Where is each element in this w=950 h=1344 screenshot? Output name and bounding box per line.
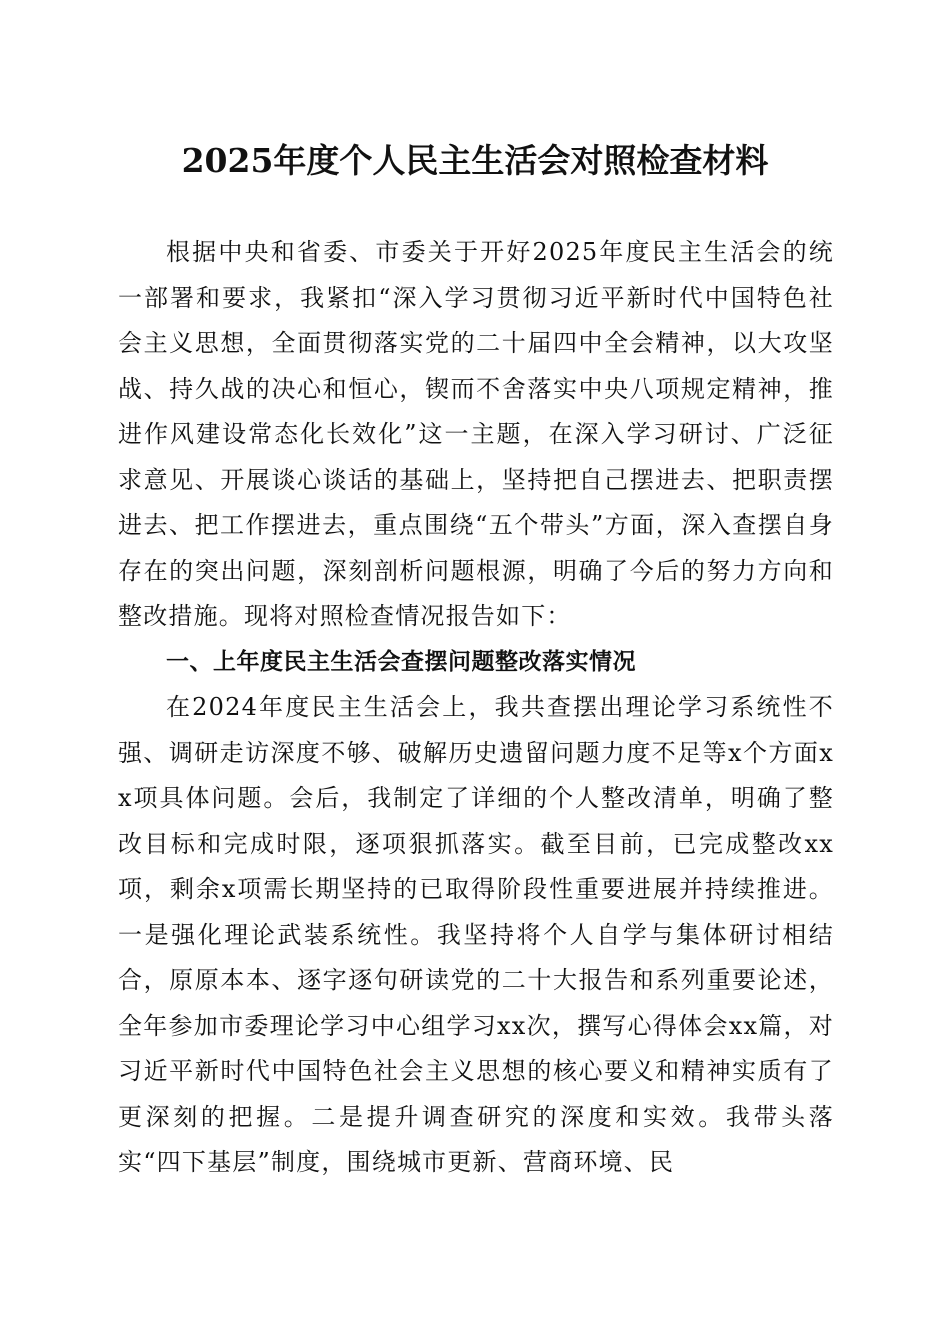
section-heading: 一、上年度民主生活会查摆问题整改落实情况: [166, 648, 636, 675]
document-body: [118, 230, 834, 1186]
section-paragraph: 在2024年度民主生活会上，我共查摆出理论学习系统性不强、调研走访深度不够、破解历史遗留问题力度不足等x个方面xx项具体问题。会后，我制定了详细的个人整改清单，明确了整改目标和完成时限，逐项狠抓落实。截至目前，已完成整改xx项，剩余x项需长期坚持的已取得阶段性重要进展并持续推进。一是强化理论武装系统性。我坚持将个人自学与集体研讨相结合，原原本本、逐字逐句研读党的二十大报告和系列重要论述，全年参加市委理论学习中心组学习xx次，撰写心得体会xx篇，对习近平新时代中国特色社会主义思想的核心要义和精神实质有了更深刻的把握。二是提升调查研究的深度和实效。我带头落实“四下基层”制度，围绕城市更新、营商环境、民: [118, 693, 834, 1176]
intro-paragraph: 根据中央和省委、市委关于开好2025年度民主生活会的统一部署和要求，我紧扣“深入学习贯彻习近平新时代中国特色社会主义思想，全面贯彻落实党的二十届四中全会精神，以大攻坚战、持久战的决心和恒心，锲而不舍落实中央八项规定精神，推进作风建设常态化长效化”这一主题，在深入学习研讨、广泛征求意见、开展谈心谈话的基础上，坚持把自己摆进去、把职责摆进去、把工作摆进去，重点围绕“五个带头”方面，深入查摆自身存在的突出问题，深刻剖析问题根源，明确了今后的努力方向和整改措施。现将对照检查情况报告如下：: [118, 238, 834, 630]
document-title: 2025年度个人民主生活会对照检查材料: [181, 141, 769, 180]
